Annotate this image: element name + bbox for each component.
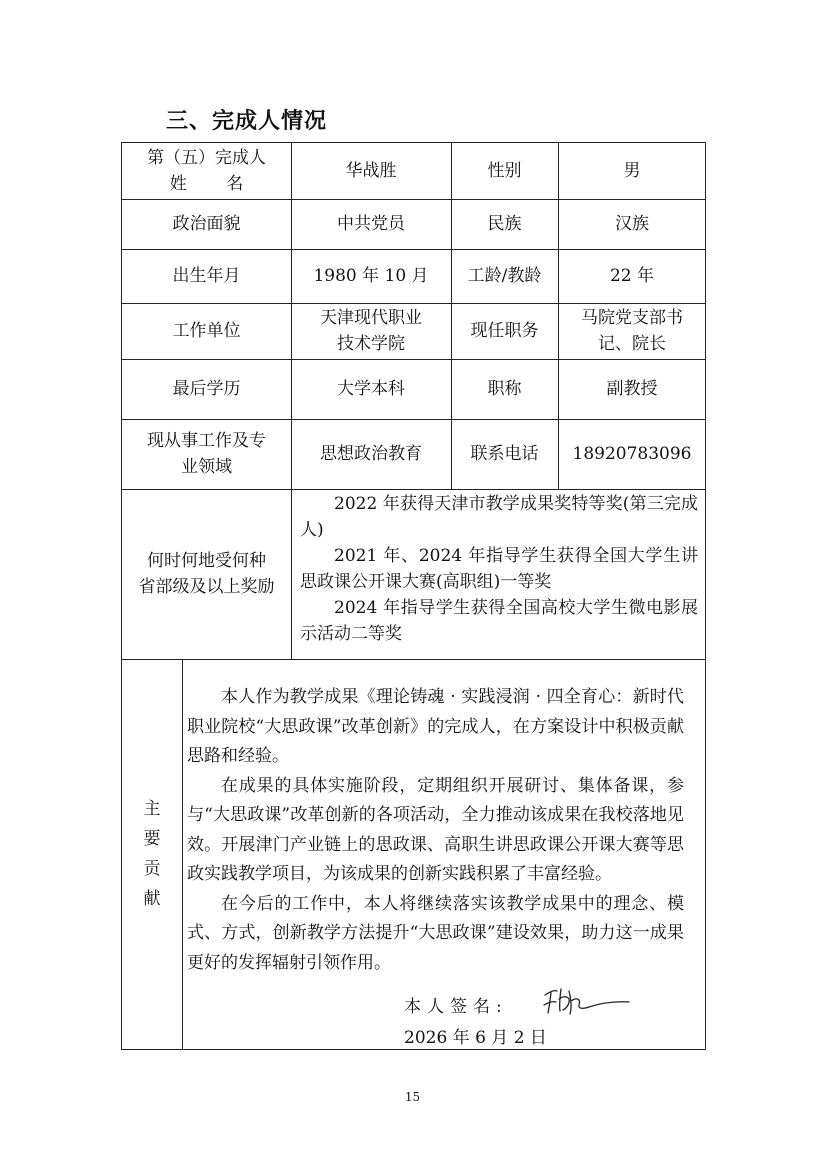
phone-value: 18920783096	[572, 444, 692, 464]
contribution-paragraph: 在成果的具体实施阶段，定期组织开展研讨、集体备课，参与“大思政课”改革创新的各项活动，全力推动该成果在我校落地见效。开展津门产业链上的思政课、高职生讲思政课公开课大赛等思政实践教学项目，为该成果的创新实践积累了丰富经验。	[187, 775, 684, 884]
field-label-line1: 现从事工作及专	[147, 431, 266, 451]
ethnicity-value: 汉族	[615, 214, 649, 234]
employer-value-line2: 技术学院	[337, 334, 405, 354]
title-value: 副教授	[606, 379, 658, 399]
name-label-line2: 姓 名	[169, 174, 244, 194]
phone-label: 联系电话	[470, 444, 539, 464]
education-value: 大学本科	[337, 379, 405, 399]
name-label-line1: 第（五）完成人	[147, 148, 266, 168]
awards-label-line1: 何时何地受何种	[147, 551, 266, 571]
awards-label	[122, 489, 291, 659]
awards-list	[292, 489, 706, 659]
award-item: 2021 年、2024 年指导学生获得全国大学生讲思政课公开课大赛(高职组)一等奖	[300, 546, 698, 592]
education-label: 最后学历	[172, 379, 241, 399]
award-item: 2024 年指导学生获得全国高校大学生微电影展示活动二等奖	[300, 598, 698, 644]
employer-value-line1: 天津现代职业	[320, 308, 422, 328]
contribution-label-char: 主	[143, 799, 161, 819]
political-status-label: 政治面貌	[172, 214, 241, 234]
contribution-label-char: 献	[143, 889, 161, 909]
title-label: 职称	[487, 379, 522, 399]
position-value	[558, 303, 706, 359]
contribution-label	[122, 659, 182, 1049]
awards-label-line2: 省部级及以上奖励	[138, 577, 275, 597]
employer-value	[291, 303, 451, 359]
completer-info-form	[121, 142, 706, 1050]
position-label: 现任职务	[470, 321, 539, 341]
name-label	[122, 143, 291, 199]
work-years-value: 22 年	[609, 266, 655, 286]
employer-label: 工作单位	[172, 321, 241, 341]
field-value: 思想政治教育	[320, 444, 422, 464]
work-years-label: 工龄/教龄	[467, 266, 542, 286]
political-status-value: 中共党员	[337, 214, 405, 234]
contribution-label-char: 要	[143, 829, 161, 849]
name-value: 华战胜	[345, 161, 397, 181]
award-item: 2022 年获得天津市教学成果奖特等奖(第三完成人)	[300, 494, 698, 540]
page-number: 15	[404, 1090, 421, 1104]
handwritten-signature-icon	[541, 981, 631, 1021]
contribution-label-char: 贡	[143, 859, 161, 879]
birth-date-label: 出生年月	[172, 266, 241, 286]
birth-date-value: 1980 年 10 月	[313, 266, 429, 286]
field-label	[122, 419, 291, 489]
section-title: 三、完成人情况	[166, 109, 328, 134]
signature-label: 本人签名:	[404, 997, 508, 1017]
gender-label: 性别	[487, 161, 522, 181]
contribution-paragraph: 本人作为教学成果《理论铸魂 · 实践浸润 · 四全育心：新时代职业院校“大思政课”改革创新》的完成人，在方案设计中积极贡献思路和经验。	[187, 687, 684, 766]
signature-date: 2026 年 6 月 2 日	[404, 1028, 547, 1048]
ethnicity-label: 民族	[487, 214, 522, 234]
field-label-line2: 业领域	[181, 457, 232, 477]
gender-value: 男	[623, 161, 641, 181]
position-value-line1: 马院党支部书	[581, 308, 683, 328]
position-value-line2: 记、院长	[598, 334, 666, 354]
contribution-paragraph: 在今后的工作中，本人将继续落实该教学成果中的理念、模式、方式，创新教学方法提升“大思政课”建设效果，助力这一成果更好的发挥辐射引领作用。	[187, 893, 684, 973]
